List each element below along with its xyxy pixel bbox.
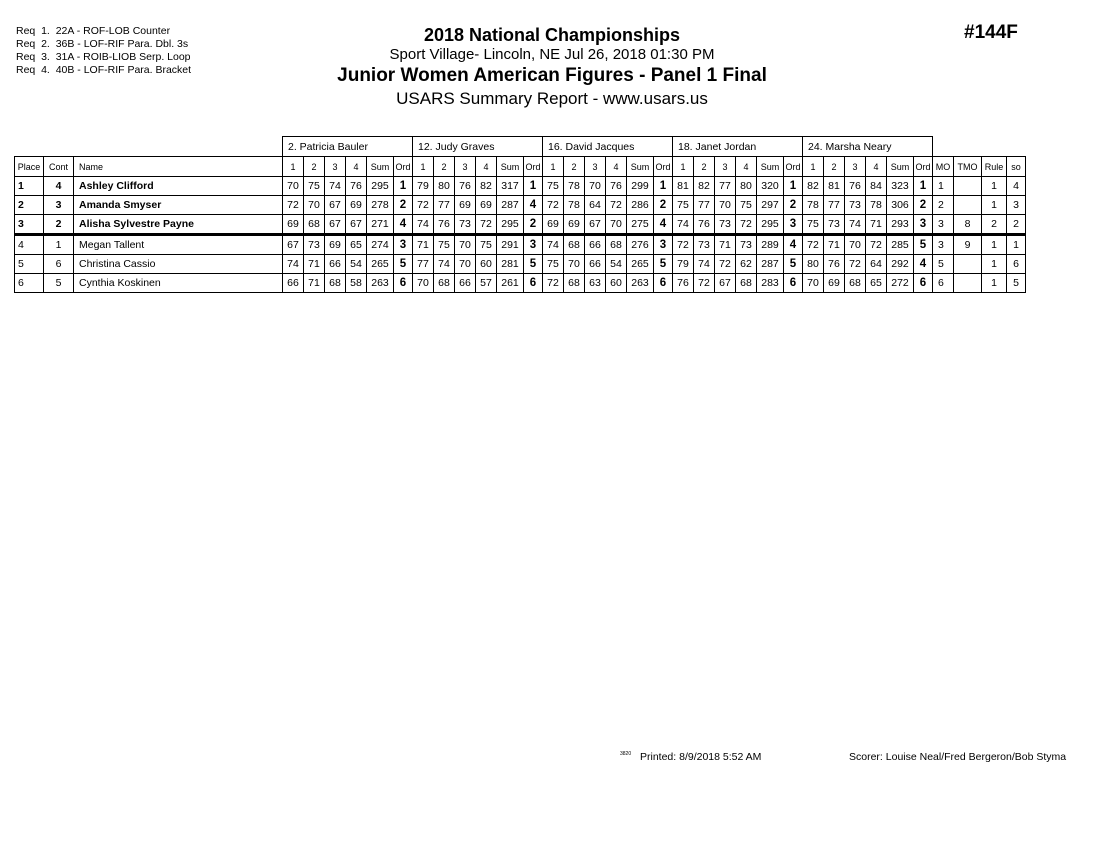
ordinal-cell: 6 — [654, 274, 673, 293]
score-cell: 54 — [606, 255, 627, 274]
rule-header: Rule — [982, 157, 1007, 177]
score-cell: 81 — [673, 177, 694, 196]
score-cell: 76 — [346, 177, 367, 196]
so-cell: 3 — [1007, 196, 1026, 215]
score-cell: 77 — [715, 177, 736, 196]
sum-cell: 297 — [757, 196, 784, 215]
judge-col-header: 1 — [543, 157, 564, 177]
requirement-1: Req 1. 22A - ROF-LOB Counter — [16, 25, 171, 37]
sum-cell: 263 — [627, 274, 654, 293]
table-row — [15, 255, 1026, 274]
championship-title: 2018 National Championships — [423, 25, 681, 45]
score-cell: 65 — [866, 274, 887, 293]
rule-cell: 1 — [982, 177, 1007, 196]
sum-cell: 271 — [367, 215, 394, 235]
score-cell: 69 — [824, 274, 845, 293]
score-cell: 57 — [476, 274, 497, 293]
sum-cell: 276 — [627, 235, 654, 255]
score-cell: 69 — [283, 215, 304, 235]
judge-col-header: 3 — [715, 157, 736, 177]
sum-cell: 299 — [627, 177, 654, 196]
place-cell: 1 — [15, 177, 44, 196]
sum-cell: 286 — [627, 196, 654, 215]
judge-col-header: 2 — [434, 157, 455, 177]
judge-col-header: Ord — [654, 157, 673, 177]
score-cell: 64 — [866, 255, 887, 274]
sum-cell: 265 — [367, 255, 394, 274]
score-cell: 77 — [434, 196, 455, 215]
judge-header-row — [15, 137, 1026, 157]
score-cell: 74 — [325, 177, 346, 196]
judge-col-header: 3 — [845, 157, 866, 177]
score-cell: 70 — [606, 215, 627, 235]
so-cell: 1 — [1007, 235, 1026, 255]
score-cell: 69 — [564, 215, 585, 235]
score-cell: 81 — [824, 177, 845, 196]
score-cell: 70 — [455, 235, 476, 255]
score-cell: 72 — [543, 196, 564, 215]
score-cell: 75 — [304, 177, 325, 196]
ordinal-cell: 3 — [914, 215, 933, 235]
score-cell: 65 — [346, 235, 367, 255]
score-cell: 72 — [715, 255, 736, 274]
judge-col-header: 4 — [346, 157, 367, 177]
ordinal-cell: 2 — [524, 215, 543, 235]
judge-col-header: 4 — [736, 157, 757, 177]
score-cell: 72 — [673, 235, 694, 255]
score-cell: 67 — [283, 235, 304, 255]
requirements-list — [16, 25, 191, 77]
judge-col-header: 2 — [564, 157, 585, 177]
rule-cell: 2 — [982, 215, 1007, 235]
score-cell: 80 — [434, 177, 455, 196]
score-cell: 76 — [845, 177, 866, 196]
table-row — [15, 196, 1026, 215]
tmo-cell — [954, 196, 982, 215]
sum-cell: 320 — [757, 177, 784, 196]
judge-col-header: 4 — [606, 157, 627, 177]
rule-cell: 1 — [982, 255, 1007, 274]
report-header — [252, 24, 852, 110]
sum-cell: 295 — [367, 177, 394, 196]
sum-cell: 283 — [757, 274, 784, 293]
judge-name: 2. Patricia Bauler — [283, 137, 413, 157]
results-table — [14, 136, 1026, 293]
ordinal-cell: 1 — [394, 177, 413, 196]
judge-col-header: Sum — [627, 157, 654, 177]
requirement-3: Req 3. 31A - ROIB-LIOB Serp. Loop — [16, 51, 191, 63]
requirement-4: Req 4. 40B - LOF-RIF Para. Bracket — [16, 64, 192, 76]
judge-col-header: Ord — [394, 157, 413, 177]
score-cell: 78 — [564, 177, 585, 196]
score-cell: 73 — [824, 215, 845, 235]
skater-name: Megan Tallent — [74, 235, 283, 255]
score-cell: 72 — [736, 215, 757, 235]
score-cell: 74 — [413, 215, 434, 235]
mo-cell: 3 — [933, 235, 954, 255]
sum-cell: 265 — [627, 255, 654, 274]
judge-col-header: 2 — [304, 157, 325, 177]
score-cell: 75 — [476, 235, 497, 255]
judge-col-header: Ord — [524, 157, 543, 177]
score-cell: 73 — [455, 215, 476, 235]
score-cell: 74 — [694, 255, 715, 274]
score-cell: 70 — [845, 235, 866, 255]
tmo-cell: 8 — [954, 215, 982, 235]
place-cell: 2 — [15, 196, 44, 215]
score-cell: 78 — [803, 196, 824, 215]
judge-col-header: 1 — [673, 157, 694, 177]
score-cell: 70 — [455, 255, 476, 274]
place-cell: 5 — [15, 255, 44, 274]
score-cell: 67 — [346, 215, 367, 235]
tmo-cell: 9 — [954, 235, 982, 255]
sum-cell: 295 — [757, 215, 784, 235]
tmo-header: TMO — [954, 157, 982, 177]
ordinal-cell: 5 — [394, 255, 413, 274]
tmo-cell — [954, 274, 982, 293]
score-cell: 72 — [283, 196, 304, 215]
ordinal-cell: 6 — [524, 274, 543, 293]
skater-name: Ashley Clifford — [74, 177, 283, 196]
ordinal-cell: 6 — [784, 274, 803, 293]
score-cell: 77 — [694, 196, 715, 215]
judge-col-header: 3 — [585, 157, 606, 177]
judge-col-header: Sum — [757, 157, 784, 177]
ordinal-cell: 5 — [654, 255, 673, 274]
sum-cell: 261 — [497, 274, 524, 293]
judge-name: 16. David Jacques — [543, 137, 673, 157]
score-cell: 70 — [283, 177, 304, 196]
score-cell: 75 — [673, 196, 694, 215]
place-cell: 4 — [15, 235, 44, 255]
cont-cell: 5 — [44, 274, 74, 293]
table-row — [15, 235, 1026, 255]
judge-col-header: 2 — [694, 157, 715, 177]
name-header: Name — [74, 157, 283, 177]
score-cell: 82 — [694, 177, 715, 196]
venue-date: Sport Village- Lincoln, NE Jul 26, 2018 01:30 PM — [389, 46, 715, 63]
so-cell: 6 — [1007, 255, 1026, 274]
score-cell: 66 — [585, 255, 606, 274]
ordinal-cell: 2 — [784, 196, 803, 215]
score-cell: 79 — [673, 255, 694, 274]
ordinal-cell: 1 — [784, 177, 803, 196]
ordinal-cell: 2 — [914, 196, 933, 215]
ordinal-cell: 1 — [654, 177, 673, 196]
sum-cell: 281 — [497, 255, 524, 274]
score-cell: 69 — [543, 215, 564, 235]
judge-col-header: 3 — [325, 157, 346, 177]
sum-cell: 289 — [757, 235, 784, 255]
score-cell: 80 — [736, 177, 757, 196]
judge-col-header: 1 — [413, 157, 434, 177]
score-cell: 54 — [346, 255, 367, 274]
score-cell: 71 — [413, 235, 434, 255]
table-row — [15, 274, 1026, 293]
ordinal-cell: 1 — [524, 177, 543, 196]
score-cell: 69 — [325, 235, 346, 255]
judge-name: 24. Marsha Neary — [803, 137, 933, 157]
score-cell: 74 — [283, 255, 304, 274]
score-cell: 76 — [606, 177, 627, 196]
mo-cell: 3 — [933, 215, 954, 235]
skater-name: Christina Cassio — [74, 255, 283, 274]
score-cell: 68 — [564, 235, 585, 255]
sum-cell: 287 — [497, 196, 524, 215]
mo-cell: 5 — [933, 255, 954, 274]
ordinal-cell: 4 — [524, 196, 543, 215]
skater-name: Alisha Sylvestre Payne — [74, 215, 283, 235]
score-cell: 79 — [413, 177, 434, 196]
score-cell: 69 — [476, 196, 497, 215]
score-cell: 69 — [346, 196, 367, 215]
place-header: Place — [15, 157, 44, 177]
mo-cell: 2 — [933, 196, 954, 215]
score-cell: 70 — [715, 196, 736, 215]
sum-cell: 275 — [627, 215, 654, 235]
score-cell: 71 — [824, 235, 845, 255]
mo-cell: 6 — [933, 274, 954, 293]
score-cell: 76 — [694, 215, 715, 235]
score-cell: 75 — [543, 255, 564, 274]
mo-header: MO — [933, 157, 954, 177]
judge-col-header: Ord — [914, 157, 933, 177]
score-cell: 72 — [694, 274, 715, 293]
ordinal-cell: 5 — [524, 255, 543, 274]
score-cell: 73 — [736, 235, 757, 255]
sum-cell: 293 — [887, 215, 914, 235]
score-cell: 75 — [736, 196, 757, 215]
cont-cell: 2 — [44, 215, 74, 235]
score-cell: 67 — [715, 274, 736, 293]
sum-cell: 295 — [497, 215, 524, 235]
score-cell: 80 — [803, 255, 824, 274]
sum-cell: 278 — [367, 196, 394, 215]
requirement-2: Req 2. 36B - LOF-RIF Para. Dbl. 3s — [16, 38, 189, 50]
score-cell: 73 — [304, 235, 325, 255]
score-cell: 75 — [803, 215, 824, 235]
score-cell: 82 — [476, 177, 497, 196]
score-cell: 68 — [304, 215, 325, 235]
sum-cell: 323 — [887, 177, 914, 196]
score-cell: 66 — [455, 274, 476, 293]
score-cell: 73 — [715, 215, 736, 235]
event-title: Junior Women American Figures - Panel 1 Final — [337, 65, 767, 86]
score-cell: 72 — [845, 255, 866, 274]
sum-cell: 306 — [887, 196, 914, 215]
score-cell: 70 — [803, 274, 824, 293]
score-cell: 75 — [543, 177, 564, 196]
score-cell: 67 — [325, 215, 346, 235]
score-cell: 71 — [715, 235, 736, 255]
report-subtitle: USARS Summary Report - www.usars.us — [396, 89, 708, 108]
score-cell: 62 — [736, 255, 757, 274]
score-cell: 70 — [564, 255, 585, 274]
score-cell: 84 — [866, 177, 887, 196]
ordinal-cell: 3 — [654, 235, 673, 255]
event-number: #144F — [964, 22, 1018, 43]
score-cell: 72 — [413, 196, 434, 215]
score-cell: 70 — [413, 274, 434, 293]
score-cell: 74 — [543, 235, 564, 255]
place-cell: 3 — [15, 215, 44, 235]
score-cell: 63 — [585, 274, 606, 293]
cont-cell: 3 — [44, 196, 74, 215]
score-cell: 58 — [346, 274, 367, 293]
ordinal-cell: 3 — [784, 215, 803, 235]
ordinal-cell: 6 — [394, 274, 413, 293]
score-cell: 70 — [304, 196, 325, 215]
score-cell: 72 — [476, 215, 497, 235]
sum-cell: 287 — [757, 255, 784, 274]
so-cell: 4 — [1007, 177, 1026, 196]
score-cell: 68 — [606, 235, 627, 255]
score-cell: 71 — [304, 274, 325, 293]
score-cell: 60 — [476, 255, 497, 274]
sum-cell: 263 — [367, 274, 394, 293]
footer-code: 3820 — [620, 751, 632, 757]
score-cell: 74 — [845, 215, 866, 235]
score-cell: 73 — [845, 196, 866, 215]
ordinal-cell: 3 — [524, 235, 543, 255]
score-cell: 67 — [585, 215, 606, 235]
tmo-cell — [954, 255, 982, 274]
table-row — [15, 177, 1026, 196]
score-cell: 60 — [606, 274, 627, 293]
so-header: so — [1007, 157, 1026, 177]
ordinal-cell: 5 — [914, 235, 933, 255]
rule-cell: 1 — [982, 196, 1007, 215]
ordinal-cell: 1 — [914, 177, 933, 196]
ordinal-cell: 6 — [914, 274, 933, 293]
score-cell: 66 — [283, 274, 304, 293]
cont-cell: 6 — [44, 255, 74, 274]
judge-col-header: 3 — [455, 157, 476, 177]
score-cell: 66 — [325, 255, 346, 274]
score-cell: 73 — [694, 235, 715, 255]
score-cell: 78 — [866, 196, 887, 215]
score-cell: 76 — [824, 255, 845, 274]
printed-date: Printed: 8/9/2018 5:52 AM — [640, 751, 762, 763]
scorer-names: Scorer: Louise Neal/Fred Bergeron/Bob Styma — [849, 751, 1067, 763]
score-cell: 72 — [606, 196, 627, 215]
ordinal-cell: 4 — [784, 235, 803, 255]
table-row — [15, 215, 1026, 235]
judge-name: 18. Janet Jordan — [673, 137, 803, 157]
score-cell: 70 — [585, 177, 606, 196]
rule-cell: 1 — [982, 235, 1007, 255]
column-header-row — [15, 157, 1026, 177]
score-cell: 74 — [673, 215, 694, 235]
score-cell: 68 — [736, 274, 757, 293]
sum-cell: 292 — [887, 255, 914, 274]
score-cell: 72 — [803, 235, 824, 255]
judge-name: 12. Judy Graves — [413, 137, 543, 157]
score-cell: 82 — [803, 177, 824, 196]
mo-cell: 1 — [933, 177, 954, 196]
judge-col-header: 2 — [824, 157, 845, 177]
ordinal-cell: 2 — [654, 196, 673, 215]
score-cell: 68 — [325, 274, 346, 293]
ordinal-cell: 4 — [654, 215, 673, 235]
score-cell: 72 — [866, 235, 887, 255]
score-cell: 76 — [455, 177, 476, 196]
ordinal-cell: 5 — [784, 255, 803, 274]
score-cell: 66 — [585, 235, 606, 255]
judge-col-header: Ord — [784, 157, 803, 177]
judge-col-header: Sum — [367, 157, 394, 177]
so-cell: 5 — [1007, 274, 1026, 293]
score-cell: 71 — [304, 255, 325, 274]
score-cell: 64 — [585, 196, 606, 215]
judge-col-header: Sum — [887, 157, 914, 177]
cont-cell: 4 — [44, 177, 74, 196]
sum-cell: 291 — [497, 235, 524, 255]
rule-cell: 1 — [982, 274, 1007, 293]
score-cell: 68 — [845, 274, 866, 293]
sum-cell: 317 — [497, 177, 524, 196]
score-cell: 75 — [434, 235, 455, 255]
cont-header: Cont — [44, 157, 74, 177]
score-cell: 71 — [866, 215, 887, 235]
score-cell: 68 — [564, 274, 585, 293]
judge-col-header: Sum — [497, 157, 524, 177]
tmo-cell — [954, 177, 982, 196]
score-cell: 78 — [564, 196, 585, 215]
score-cell: 76 — [434, 215, 455, 235]
ordinal-cell: 4 — [394, 215, 413, 235]
sum-cell: 272 — [887, 274, 914, 293]
judge-col-header: 1 — [283, 157, 304, 177]
ordinal-cell: 3 — [394, 235, 413, 255]
score-cell: 74 — [434, 255, 455, 274]
score-cell: 72 — [543, 274, 564, 293]
judge-col-header: 1 — [803, 157, 824, 177]
ordinal-cell: 4 — [914, 255, 933, 274]
score-cell: 67 — [325, 196, 346, 215]
score-cell: 77 — [824, 196, 845, 215]
judge-col-header: 4 — [476, 157, 497, 177]
score-cell: 77 — [413, 255, 434, 274]
sum-cell: 285 — [887, 235, 914, 255]
judge-col-header: 4 — [866, 157, 887, 177]
so-cell: 2 — [1007, 215, 1026, 235]
cont-cell: 1 — [44, 235, 74, 255]
score-cell: 68 — [434, 274, 455, 293]
skater-name: Amanda Smyser — [74, 196, 283, 215]
sum-cell: 274 — [367, 235, 394, 255]
ordinal-cell: 2 — [394, 196, 413, 215]
score-cell: 76 — [673, 274, 694, 293]
score-cell: 69 — [455, 196, 476, 215]
place-cell: 6 — [15, 274, 44, 293]
skater-name: Cynthia Koskinen — [74, 274, 283, 293]
